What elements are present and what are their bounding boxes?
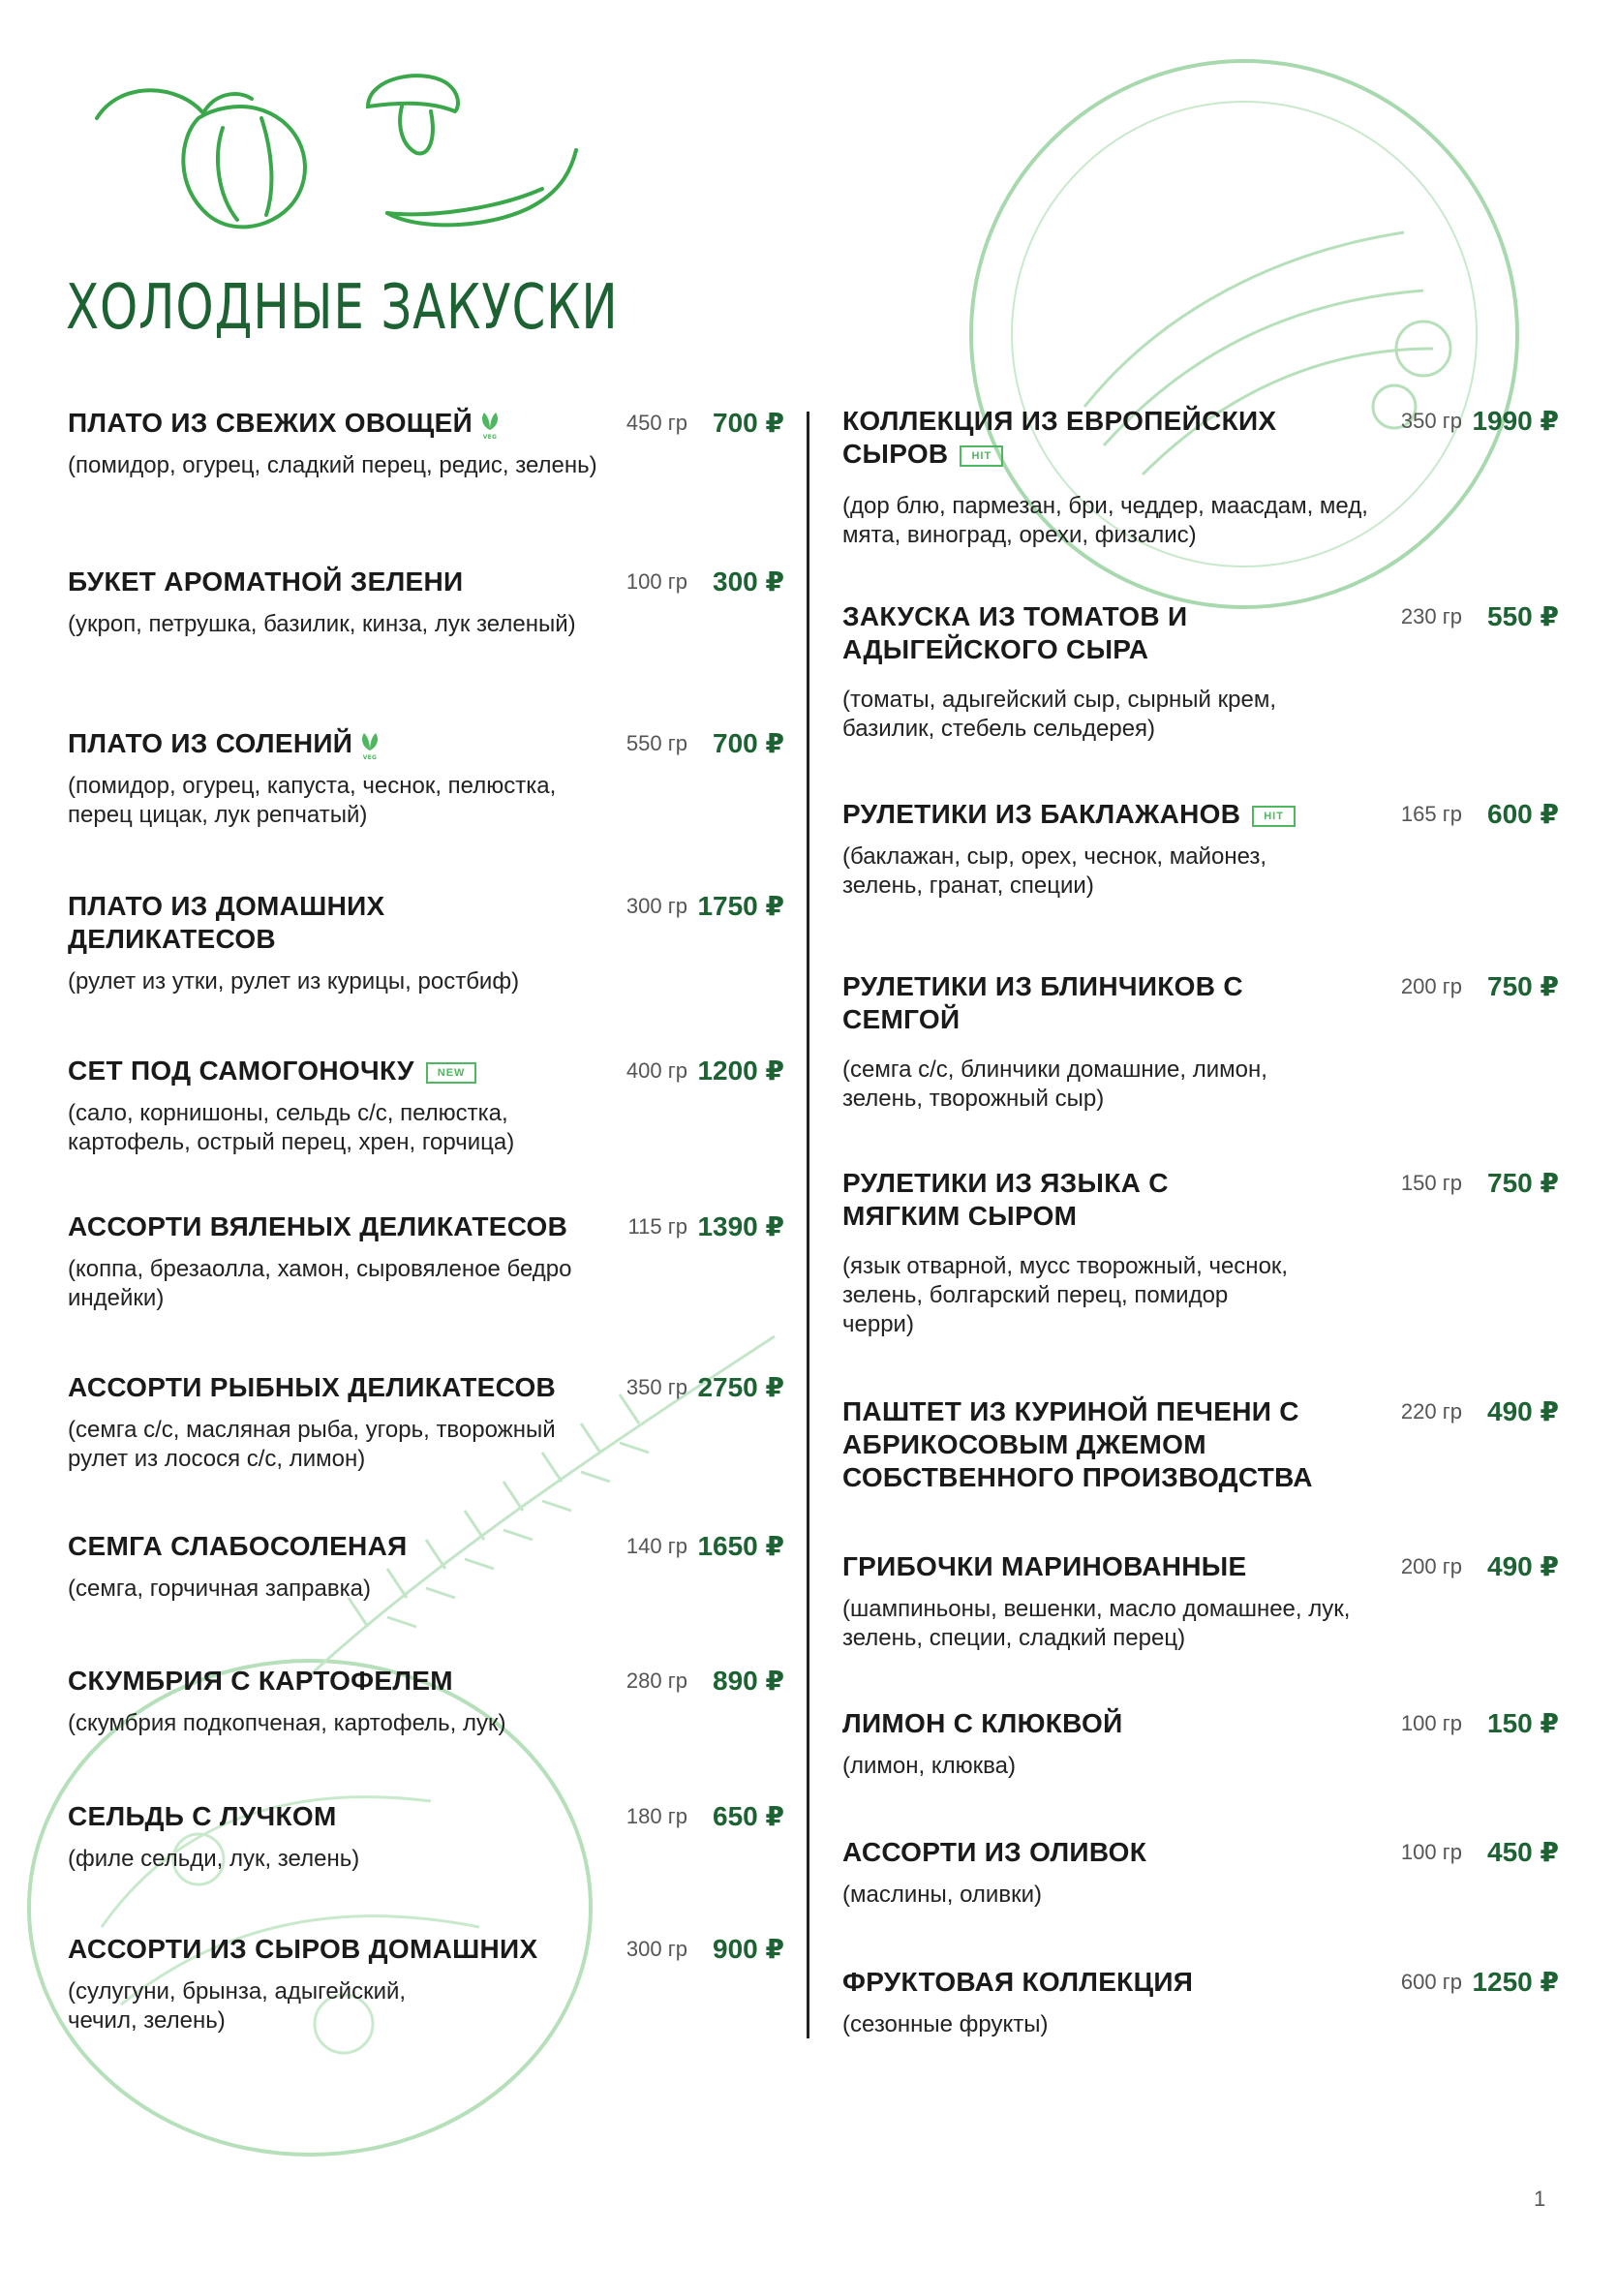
menu-item: [842, 600, 1559, 744]
item-description: (семга, горчичная заправка): [68, 1576, 371, 1602]
chili-pepper-illustration: [382, 145, 586, 237]
item-price: 750 ₽: [1487, 1168, 1559, 1198]
item-name: ПЛАТО ИЗ СОЛЕНИЙ: [68, 728, 353, 758]
item-price: 2750 ₽: [697, 1372, 784, 1402]
item-price: 650 ₽: [713, 1801, 784, 1831]
item-price: 700 ₽: [713, 408, 784, 438]
menu-item: [842, 1167, 1559, 1339]
item-weight: 450 гр: [625, 411, 687, 435]
item-name: ПЛАТО ИЗ СВЕЖИХ ОВОЩЕЙ: [68, 408, 473, 438]
item-name: АССОРТИ ИЗ ОЛИВОК: [842, 1837, 1147, 1867]
item-name: ФРУКТОВАЯ КОЛЛЕКЦИЯ: [842, 1967, 1194, 1997]
item-description: (томаты, адыгейский сыр, сырный крем, базилик, стебель сельдерея): [842, 687, 1276, 742]
item-weight: 100 гр: [1400, 1711, 1462, 1735]
hit-badge: HIT: [960, 445, 1003, 467]
svg-text:VEG: VEG: [482, 433, 498, 440]
item-description: (маслины, оливки): [842, 1882, 1042, 1908]
item-weight: 600 гр: [1400, 1970, 1462, 1994]
item-description: (помидор, огурец, капуста, чеснок, пелюстка, перец цицак, лук репчатый): [68, 773, 557, 828]
item-price: 300 ₽: [713, 566, 784, 597]
item-weight: 230 гр: [1400, 604, 1462, 628]
item-description: (язык отварной, мусс творожный, чеснок, зелень, болгарский перец, помидор черри): [842, 1253, 1289, 1337]
new-badge: NEW: [426, 1062, 477, 1084]
item-name: РУЛЕТИКИ ИЗ БЛИНЧИКОВ С СЕМГОЙ: [842, 971, 1243, 1034]
menu-item: [68, 1933, 784, 2036]
menu-item: [68, 407, 784, 480]
item-description: (коппа, брезаолла, хамон, сыровяленое бедро индейки): [68, 1256, 572, 1311]
item-description: (семга с/с, масляная рыба, угорь, творожный рулет из лосося с/с, лимон): [68, 1417, 556, 1472]
item-price: 700 ₽: [713, 728, 784, 758]
item-price: 900 ₽: [713, 1934, 784, 1964]
menu-item: [842, 1707, 1559, 1781]
menu-item: [68, 1800, 784, 1874]
item-weight: 150 гр: [1400, 1171, 1462, 1195]
item-name: АССОРТИ ВЯЛЕНЫХ ДЕЛИКАТЕСОВ: [68, 1211, 568, 1241]
item-weight: 100 гр: [1400, 1840, 1462, 1864]
item-name-row: [842, 405, 1346, 471]
item-weight: 300 гр: [625, 1937, 687, 1961]
item-weight: 180 гр: [625, 1804, 687, 1828]
item-price: 1250 ₽: [1472, 1967, 1559, 1997]
item-description: (шампиньоны, вешенки, масло домашнее, лук, зелень, специи, сладкий перец): [842, 1596, 1351, 1651]
hit-badge: HIT: [1252, 806, 1296, 827]
item-name: БУКЕТ АРОМАТНОЙ ЗЕЛЕНИ: [68, 566, 464, 597]
menu-item: [68, 1055, 784, 1157]
item-description: (сало, корнишоны, сельдь с/с, пелюстка, картофель, острый перец, хрен, горчица): [68, 1100, 515, 1155]
item-name: СКУМБРИЯ С КАРТОФЕЛЕМ: [68, 1666, 453, 1696]
item-weight: 350 гр: [1400, 409, 1462, 433]
item-weight: 100 гр: [625, 569, 687, 594]
item-name: КОЛЛЕКЦИЯ ИЗ ЕВРОПЕЙСКИХ СЫРОВ: [842, 406, 1277, 469]
item-weight: 200 гр: [1400, 1554, 1462, 1578]
item-name: ПЛАТО ИЗ ДОМАШНИХ ДЕЛИКАТЕСОВ: [68, 891, 385, 954]
menu-item: [68, 1530, 784, 1604]
item-weight: 140 гр: [625, 1534, 687, 1558]
item-price: 490 ₽: [1487, 1396, 1559, 1426]
item-price: 750 ₽: [1487, 971, 1559, 1001]
item-description: (укроп, петрушка, базилик, кинза, лук зеленый): [68, 611, 576, 637]
item-price: 1990 ₽: [1472, 406, 1559, 436]
item-name: СЕМГА СЛАБОСОЛЕНАЯ: [68, 1531, 408, 1561]
item-weight: 200 гр: [1400, 974, 1462, 998]
item-price: 1200 ₽: [697, 1056, 784, 1086]
item-name: РУЛЕТИКИ ИЗ ЯЗЫКА С МЯГКИМ СЫРОМ: [842, 1168, 1169, 1231]
item-description: (помидор, огурец, сладкий перец, редис, зелень): [68, 452, 597, 478]
item-price: 1390 ₽: [697, 1211, 784, 1241]
item-price: 600 ₽: [1487, 799, 1559, 829]
item-description: (скумбрия подкопченая, картофель, лук): [68, 1710, 506, 1736]
menu-item: [68, 1665, 784, 1738]
menu-item: [842, 970, 1559, 1114]
item-weight: 280 гр: [625, 1668, 687, 1693]
menu-item: [68, 1210, 784, 1313]
item-name: СЕТ ПОД САМОГОНОЧКУ: [68, 1056, 414, 1086]
item-description: (дор блю, пармезан, бри, чеддер, маасдам, мед, мята, виноград, орехи, физалис): [842, 493, 1368, 548]
item-name-row: [68, 727, 591, 760]
menu-item: [68, 727, 784, 830]
menu-item: [842, 1395, 1559, 1494]
item-description: (филе сельди, лук, зелень): [68, 1846, 360, 1872]
item-price: 150 ₽: [1487, 1708, 1559, 1738]
item-weight: 165 гр: [1400, 802, 1462, 826]
item-name: РУЛЕТИКИ ИЗ БАКЛАЖАНОВ: [842, 799, 1241, 829]
veg-icon: [478, 411, 502, 440]
veg-icon: [358, 731, 381, 760]
item-weight: 300 гр: [625, 894, 687, 918]
menu-item: [842, 1836, 1559, 1910]
menu-item: [842, 1550, 1559, 1653]
item-name-row: [842, 798, 1365, 831]
item-weight: 350 гр: [625, 1375, 687, 1399]
item-price: 550 ₽: [1487, 601, 1559, 631]
item-description: (лимон, клюква): [842, 1753, 1016, 1779]
rosemary-sprig-illustration: [290, 1298, 794, 1685]
item-name: ЗАКУСКА ИЗ ТОМАТОВ И АДЫГЕЙСКОГО СЫРА: [842, 601, 1188, 664]
item-name: АССОРТИ ИЗ СЫРОВ ДОМАШНИХ: [68, 1934, 538, 1964]
item-name: ПАШТЕТ ИЗ КУРИНОЙ ПЕЧЕНИ С АБРИКОСОВЫМ ДЖЕМОМ СОБСТВЕННОГО ПРОИЗВОДСТВА: [842, 1396, 1313, 1492]
item-price: 1650 ₽: [697, 1531, 784, 1561]
menu-item: [842, 1966, 1559, 2039]
item-weight: 115 гр: [627, 1214, 687, 1239]
menu-item: [68, 1371, 784, 1474]
item-price: 450 ₽: [1487, 1837, 1559, 1867]
item-price: 1750 ₽: [697, 891, 784, 921]
item-name-row: [68, 407, 591, 440]
menu-item: [68, 890, 784, 996]
item-name: ГРИБОЧКИ МАРИНОВАННЫЕ: [842, 1551, 1247, 1581]
menu-item: [842, 798, 1559, 901]
item-weight: 550 гр: [625, 731, 687, 755]
item-name: СЕЛЬДЬ С ЛУЧКОМ: [68, 1801, 337, 1831]
item-name: ЛИМОН С КЛЮКВОЙ: [842, 1708, 1123, 1738]
item-description: (семга с/с, блинчики домашние, лимон, зелень, творожный сыр): [842, 1056, 1267, 1112]
item-price: 490 ₽: [1487, 1551, 1559, 1581]
item-name-row: [68, 1055, 591, 1087]
item-description: (сулугуни, брынза, адыгейский, чечил, зелень): [68, 1978, 407, 2034]
page-number: 1: [1534, 2187, 1546, 2211]
bell-pepper-illustration: [92, 60, 324, 239]
item-weight: 400 гр: [625, 1058, 687, 1083]
menu-item: [68, 566, 784, 639]
menu-item: [842, 405, 1559, 550]
item-description: (баклажан, сыр, орех, чеснок, майонез, зелень, гранат, специи): [842, 843, 1267, 899]
svg-text:VEG: VEG: [362, 753, 378, 760]
page-title: ХОЛОДНЫЕ ЗАКУСКИ: [66, 272, 619, 344]
column-divider: [807, 412, 809, 2038]
item-price: 890 ₽: [713, 1666, 784, 1696]
item-description: (рулет из утки, рулет из курицы, ростбиф): [68, 968, 520, 995]
item-weight: 220 гр: [1400, 1399, 1462, 1424]
item-description: (сезонные фрукты): [842, 2011, 1049, 2037]
item-name: АССОРТИ РЫБНЫХ ДЕЛИКАТЕСОВ: [68, 1372, 557, 1402]
